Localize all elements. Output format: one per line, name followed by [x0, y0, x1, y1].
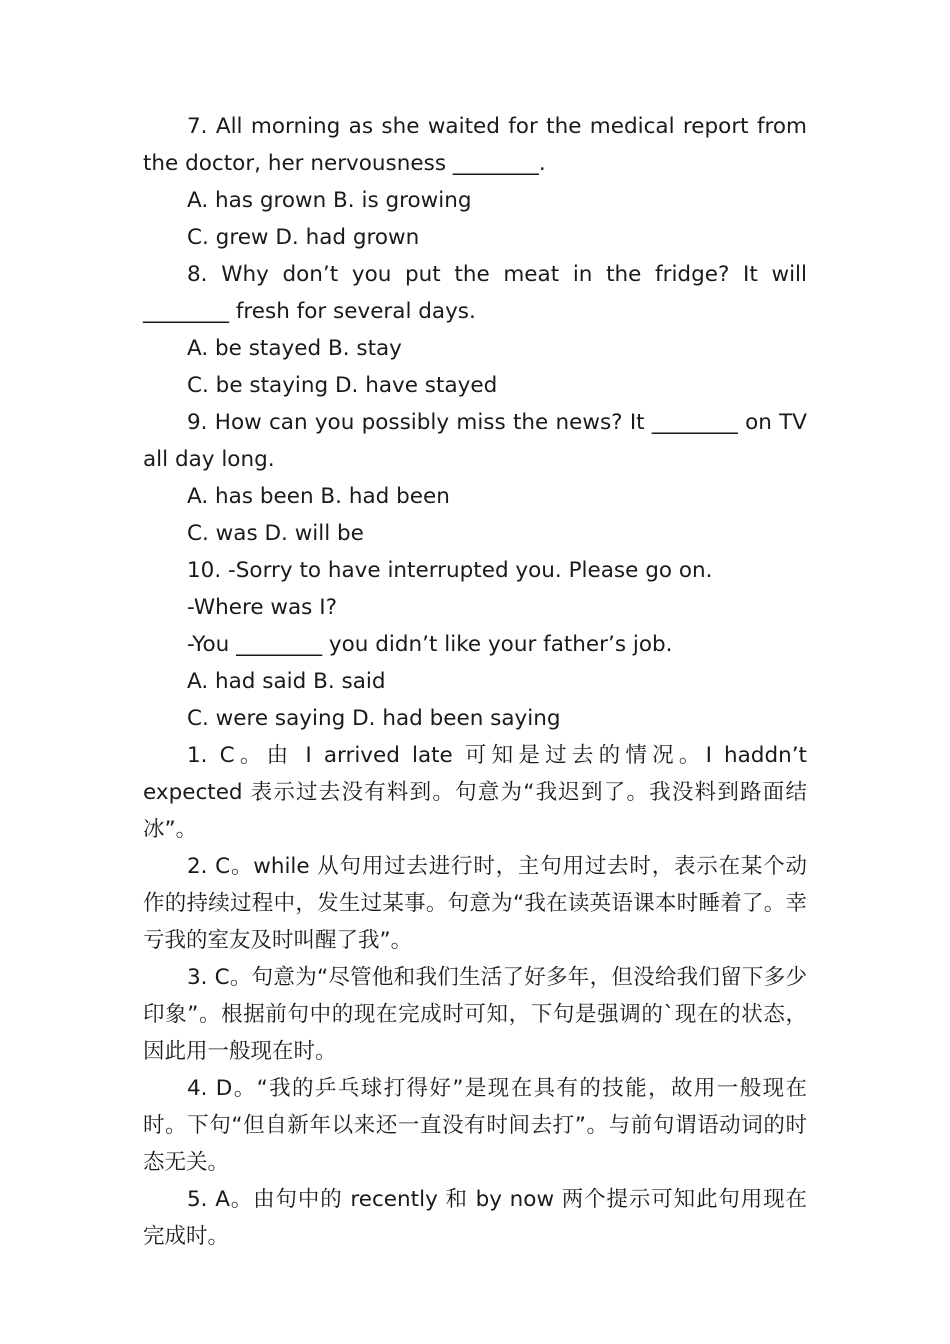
- answer-explanation-2: 2. C。while 从句用过去进行时，主句用过去时，表示在某个动作的持续过程中，发生过某事。句意为“我在读英语课本时睡着了。幸亏我的室友及时叫醒了我”。: [143, 854, 807, 953]
- question-7-options-ab: A. has grown B. is growing: [187, 188, 472, 213]
- question-7-options-cd: C. grew D. had grown: [187, 225, 420, 250]
- question-9-options-ab: A. has been B. had been: [187, 484, 450, 509]
- question-9-options-cd: C. was D. will be: [187, 521, 364, 546]
- question-10-options-cd: C. were saying D. had been saying: [187, 706, 561, 731]
- answer-explanation-1: 1. C。由 I arrived late 可知是过去的情况。I haddn’t expected 表示过去没有料到。句意为“我迟到了。我没料到路面结冰”。: [143, 743, 807, 842]
- answer-explanation-3: 3. C。句意为“尽管他和我们生活了好多年，但没给我们留下多少印象”。根据前句中的现在完成时可知，下句是强调的`现在的状态，因此用一般现在时。: [143, 965, 807, 1064]
- question-8-stem: 8. Why don’t you put the meat in the fridge? It will ________ fresh for several days.: [143, 262, 807, 324]
- answer-explanation-4: 4. D。“我的乒乓球打得好”是现在具有的技能，故用一般现在时。下句“但自新年以来还一直没有时间去打”。与前句谓语动词的时态无关。: [143, 1076, 807, 1175]
- question-10-stem: 10. -Sorry to have interrupted you. Please go on.: [187, 558, 713, 583]
- question-8-options-cd: C. be staying D. have stayed: [187, 373, 498, 398]
- document-page: [143, 108, 807, 1255]
- question-7-stem: 7. All morning as she waited for the medical report from the doctor, her nervousness ________.: [143, 114, 807, 176]
- question-8-options-ab: A. be stayed B. stay: [187, 336, 402, 361]
- question-10-options-ab: A. had said B. said: [187, 669, 386, 694]
- answer-explanation-5: 5. A。由句中的 recently 和 by now 两个提示可知此句用现在完成时。: [143, 1187, 807, 1249]
- question-9-stem: 9. How can you possibly miss the news? It ________ on TV all day long.: [143, 410, 807, 472]
- question-10-dialogue-line-2: -You ________ you didn’t like your father’s job.: [187, 632, 673, 657]
- question-10-dialogue-line-1: -Where was I?: [187, 595, 337, 620]
